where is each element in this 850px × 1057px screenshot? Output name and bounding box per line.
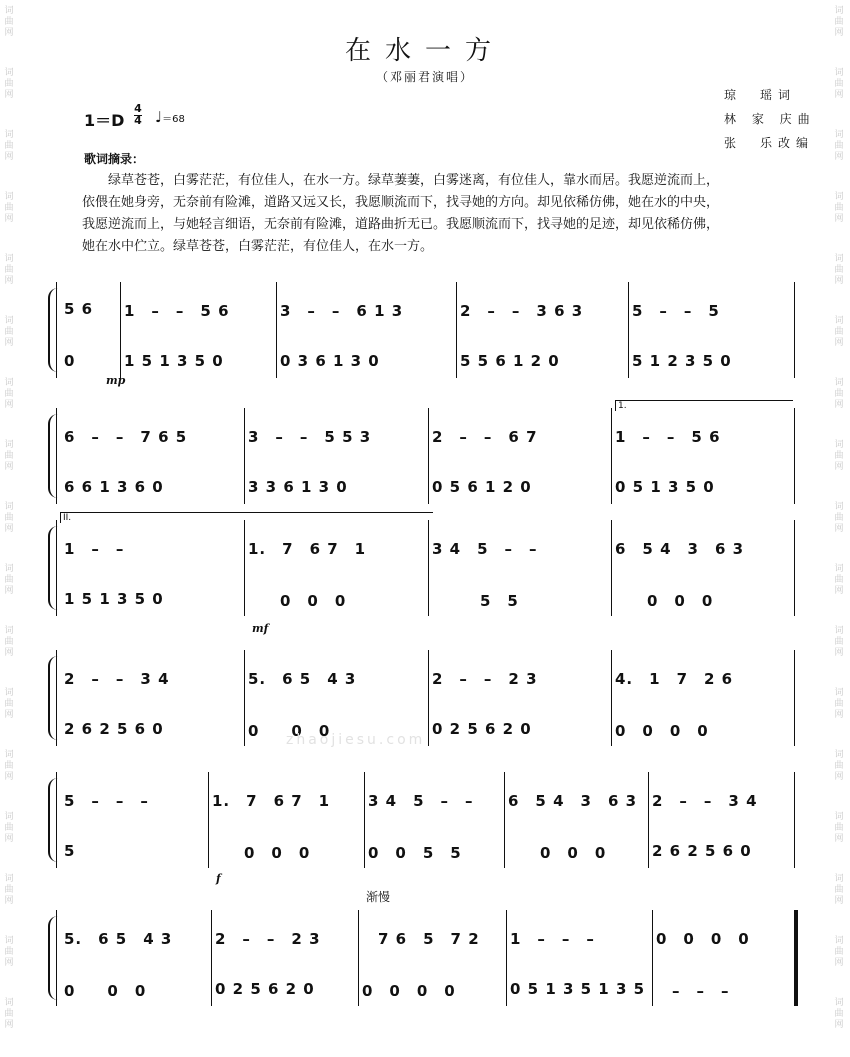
- watermark-mark: [2, 812, 16, 845]
- watermark-mark: [832, 502, 846, 535]
- watermark-glyph: 网: [4, 896, 14, 906]
- treble-notes: 1 – – 5 6: [615, 428, 721, 446]
- volta-bracket: II.: [60, 512, 433, 523]
- bass-notes: 5 5: [432, 592, 519, 610]
- barline: [794, 772, 795, 868]
- watermark-mark: [832, 626, 846, 659]
- watermark-glyph: 曲: [4, 265, 14, 275]
- watermark-glyph: 词: [834, 440, 844, 450]
- treble-notes: 5. 6 5 4 3: [248, 670, 357, 688]
- bass-notes: 2 6 2 5 6 0: [652, 842, 752, 860]
- bass-notes: 2 6 2 5 6 0: [64, 720, 164, 738]
- watermark-glyph: 网: [4, 338, 14, 348]
- bass-notes: 0: [64, 352, 76, 370]
- watermark-glyph: 词: [834, 316, 844, 326]
- watermark-glyph: 网: [834, 400, 844, 410]
- watermark-glyph: 词: [4, 688, 14, 698]
- watermark-glyph: 网: [4, 586, 14, 596]
- barline: [358, 910, 359, 1006]
- bass-notes: 0 0 0: [212, 844, 311, 862]
- watermark-glyph: 网: [4, 834, 14, 844]
- watermark-mark: [2, 192, 16, 225]
- watermark-glyph: 网: [4, 462, 14, 472]
- barline: [244, 650, 245, 746]
- watermark-glyph: 网: [834, 586, 844, 596]
- watermark-glyph: 词: [4, 564, 14, 574]
- treble-notes: 1. 7 6 7 1: [212, 792, 331, 810]
- watermark-glyph: 词: [834, 68, 844, 78]
- measure: [212, 772, 360, 868]
- watermark-glyph: 词: [4, 812, 14, 822]
- watermark-glyph: 网: [834, 772, 844, 782]
- measure: [215, 910, 354, 1006]
- measure: [64, 910, 207, 1006]
- watermark-glyph: 词: [4, 316, 14, 326]
- measure: [368, 772, 500, 868]
- bass-notes: 0 0 0: [64, 982, 147, 1000]
- watermark-glyph: 词: [834, 502, 844, 512]
- treble-notes: 7 6 5 7 2: [362, 930, 480, 948]
- watermark-glyph: 网: [4, 710, 14, 720]
- watermark-mark: [2, 502, 16, 535]
- watermark-glyph: 词: [834, 6, 844, 16]
- lyric-line: 她在水中伫立。绿草苍苍，白雾茫茫，有位佳人，在水一方。: [82, 239, 434, 254]
- bass-notes: 6 6 1 3 6 0: [64, 478, 164, 496]
- watermark-glyph: 曲: [4, 761, 14, 771]
- score-system: [50, 910, 800, 1006]
- watermark-glyph: 网: [4, 214, 14, 224]
- bass-notes: 5: [64, 842, 76, 860]
- watermark-glyph: 曲: [834, 947, 844, 957]
- watermark-glyph: 网: [834, 524, 844, 534]
- watermark-glyph: 网: [4, 152, 14, 162]
- bass-notes: 0 5 1 3 5 0: [615, 478, 715, 496]
- bass-notes: 0 0 0: [248, 722, 331, 740]
- watermark-glyph: 曲: [834, 141, 844, 151]
- barline: [428, 520, 429, 616]
- lyric-line: 依偎在她身旁，无奈前有险滩，道路又远又长，我愿顺流而下，找寻她的方向。却见依稀仿佛，她在水的中央，: [82, 195, 720, 210]
- treble-notes: 6 – – 7 6 5: [64, 428, 188, 446]
- watermark-glyph: 词: [4, 192, 14, 202]
- dynamic-marking: mp: [106, 374, 126, 387]
- measure: [64, 408, 240, 504]
- watermark-glyph: 曲: [834, 389, 844, 399]
- measure: [615, 650, 790, 746]
- score-system: [50, 401, 800, 504]
- watermark-glyph: 曲: [4, 1009, 14, 1019]
- barline: [456, 282, 457, 378]
- watermark-glyph: 网: [834, 338, 844, 348]
- measure: [64, 282, 116, 378]
- measure: [615, 520, 790, 616]
- barline: [611, 408, 612, 504]
- watermark-glyph: 词: [834, 192, 844, 202]
- watermark-glyph: 词: [834, 750, 844, 760]
- treble-notes: 6 5 4 3 6 3: [615, 540, 745, 558]
- dynamic-marking: f: [216, 872, 221, 885]
- measure: [460, 282, 624, 378]
- barline: [211, 910, 212, 1006]
- treble-notes: 5 6: [64, 300, 94, 318]
- watermark-mark: [2, 440, 16, 473]
- watermark-glyph: 词: [834, 998, 844, 1008]
- watermark-mark: [2, 936, 16, 969]
- watermark-glyph: 曲: [4, 823, 14, 833]
- treble-notes: 2 – – 3 4: [64, 670, 170, 688]
- lyric-line: 我愿逆流而上，与她轻言细语，无奈前有险滩，道路曲折无已。我愿顺流而下，找寻她的足迹，却见依稀仿佛，: [82, 217, 720, 232]
- watermark-mark: [832, 936, 846, 969]
- watermark-glyph: 曲: [4, 947, 14, 957]
- bass-notes: 0 0 0: [248, 592, 347, 610]
- barline: [611, 650, 612, 746]
- barline: [364, 772, 365, 868]
- watermark-mark: [2, 750, 16, 783]
- system-line: [56, 520, 57, 616]
- watermark-glyph: 网: [4, 958, 14, 968]
- watermark-glyph: 词: [4, 68, 14, 78]
- watermark-mark: [832, 378, 846, 411]
- bass-notes: 0 0 0: [508, 844, 607, 862]
- watermark-glyph: 曲: [4, 699, 14, 709]
- watermark-glyph: 曲: [4, 575, 14, 585]
- barline: [244, 408, 245, 504]
- watermark-glyph: 曲: [4, 327, 14, 337]
- watermark-glyph: 词: [4, 998, 14, 1008]
- treble-notes: 5 – – 5: [632, 302, 720, 320]
- barline: [652, 910, 653, 1006]
- barline: [428, 408, 429, 504]
- watermark-glyph: 词: [834, 130, 844, 140]
- watermark-glyph: 网: [834, 834, 844, 844]
- lyrics-block: [82, 170, 804, 258]
- watermark-glyph: 词: [4, 626, 14, 636]
- ritardando-marking: 渐慢: [366, 890, 391, 904]
- barline: [506, 910, 507, 1006]
- watermark-glyph: 曲: [4, 389, 14, 399]
- measure: [432, 408, 607, 504]
- watermark-glyph: 曲: [834, 327, 844, 337]
- watermark-mark: [832, 130, 846, 163]
- watermark-glyph: 词: [4, 750, 14, 760]
- system-line: [56, 282, 57, 378]
- watermark-glyph: 词: [4, 130, 14, 140]
- left-watermark-column: [2, 0, 16, 1057]
- watermark-mark: [832, 688, 846, 721]
- bass-notes: 1 5 1 3 5 0: [64, 590, 164, 608]
- score-system: [50, 772, 800, 885]
- watermark-glyph: 网: [834, 896, 844, 906]
- right-watermark-column: [832, 0, 846, 1057]
- watermark-glyph: 网: [834, 710, 844, 720]
- watermark-glyph: 网: [834, 28, 844, 38]
- watermark-mark: [832, 564, 846, 597]
- barline: [208, 772, 209, 868]
- watermark-glyph: 网: [834, 958, 844, 968]
- watermark-mark: [2, 316, 16, 349]
- score-system: [50, 282, 800, 387]
- barline: [794, 408, 795, 504]
- treble-notes: 4. 1 7 2 6: [615, 670, 734, 688]
- song-subtitle: （邓丽君演唱）: [375, 70, 474, 84]
- measure: [64, 650, 240, 746]
- watermark-mark: [2, 130, 16, 163]
- bass-notes: 3 3 6 1 3 0: [248, 478, 348, 496]
- watermark-glyph: 词: [4, 254, 14, 264]
- barline: [276, 282, 277, 378]
- watermark-mark: [2, 874, 16, 907]
- treble-notes: 3 – – 6 1 3: [280, 302, 404, 320]
- watermark-glyph: 曲: [834, 451, 844, 461]
- watermark-glyph: 曲: [834, 1009, 844, 1019]
- watermark-glyph: 词: [4, 874, 14, 884]
- watermark-mark: [2, 564, 16, 597]
- watermark-glyph: 曲: [834, 265, 844, 275]
- watermark-glyph: 词: [4, 936, 14, 946]
- watermark-glyph: 曲: [4, 203, 14, 213]
- lyricist-credit: 琼 瑶词: [724, 88, 797, 102]
- bass-notes: 0 5 6 1 2 0: [432, 478, 532, 496]
- watermark-glyph: 网: [4, 276, 14, 286]
- barline: [794, 910, 798, 1006]
- watermark-glyph: 网: [4, 28, 14, 38]
- site-watermark: zhaojiesu.com: [286, 732, 426, 748]
- watermark-glyph: 网: [4, 648, 14, 658]
- treble-notes: 1 – – –: [510, 930, 595, 948]
- watermark-glyph: 网: [4, 772, 14, 782]
- measure: [432, 650, 607, 746]
- watermark-glyph: 曲: [4, 451, 14, 461]
- watermark-glyph: 词: [834, 812, 844, 822]
- bass-notes: 1 5 1 3 5 0: [124, 352, 224, 370]
- watermark-glyph: 网: [4, 524, 14, 534]
- treble-notes: 2 – – 2 3: [215, 930, 321, 948]
- watermark-glyph: 词: [834, 254, 844, 264]
- watermark-glyph: 曲: [834, 203, 844, 213]
- treble-notes: 3 – – 5 5 3: [248, 428, 372, 446]
- dynamic-marking: mf: [252, 622, 269, 635]
- measure: [510, 910, 648, 1006]
- watermark-glyph: 曲: [834, 513, 844, 523]
- system-line: [56, 408, 57, 504]
- bass-notes: 0 2 5 6 2 0: [432, 720, 532, 738]
- watermark-glyph: 词: [834, 688, 844, 698]
- bass-notes: 5 1 2 3 5 0: [632, 352, 732, 370]
- treble-notes: 3 4 5 – –: [368, 792, 474, 810]
- bass-notes: 0 2 5 6 2 0: [215, 980, 315, 998]
- measure: [64, 520, 240, 616]
- watermark-glyph: 词: [4, 502, 14, 512]
- watermark-mark: [832, 812, 846, 845]
- lyric-line: 绿草苍苍，白雾茫茫，有位佳人，在水一方。绿草萋萋，白雾迷离，有位佳人，靠水而居。我愿逆流而上，: [108, 173, 720, 188]
- watermark-glyph: 曲: [834, 761, 844, 771]
- watermark-glyph: 词: [4, 6, 14, 16]
- quarter-note-icon: ♩: [155, 108, 163, 126]
- watermark-glyph: 词: [834, 874, 844, 884]
- measure: [124, 282, 272, 378]
- meter-bottom: 4: [134, 114, 142, 127]
- bass-notes: 0 3 6 1 3 0: [280, 352, 380, 370]
- measure: [280, 282, 452, 378]
- treble-notes: 1 – –: [64, 540, 125, 558]
- watermark-glyph: 曲: [834, 885, 844, 895]
- watermark-mark: [832, 998, 846, 1031]
- watermark-mark: [832, 440, 846, 473]
- treble-notes: 2 – – 3 6 3: [460, 302, 584, 320]
- system-line: [56, 650, 57, 746]
- song-title: 在水一方: [344, 36, 505, 66]
- bass-notes: 0 0 0 0: [615, 722, 709, 740]
- watermark-glyph: 曲: [834, 823, 844, 833]
- watermark-glyph: 网: [834, 214, 844, 224]
- tempo-value: ＝68: [162, 114, 185, 125]
- watermark-glyph: 曲: [834, 575, 844, 585]
- watermark-glyph: 曲: [4, 637, 14, 647]
- watermark-glyph: 网: [834, 1020, 844, 1030]
- treble-notes: 3 4 5 – –: [432, 540, 538, 558]
- time-signature: [134, 104, 142, 126]
- barline: [794, 282, 795, 378]
- watermark-glyph: 网: [834, 90, 844, 100]
- treble-notes: 2 – – 6 7: [432, 428, 538, 446]
- arranger-credit: 张 乐改编: [724, 136, 815, 150]
- bass-notes: – – –: [656, 982, 730, 1000]
- watermark-glyph: 网: [834, 648, 844, 658]
- watermark-mark: [2, 254, 16, 287]
- barline: [794, 520, 795, 616]
- bass-notes: 0 0 0 0: [362, 982, 456, 1000]
- measure: [248, 408, 424, 504]
- measure: [615, 408, 790, 504]
- watermark-mark: [2, 998, 16, 1031]
- meter-top: 4: [134, 102, 142, 115]
- barline: [428, 650, 429, 746]
- measure: [632, 282, 790, 378]
- treble-notes: 0 0 0 0: [656, 930, 750, 948]
- watermark-mark: [2, 378, 16, 411]
- barline: [504, 772, 505, 868]
- watermark-mark: [832, 750, 846, 783]
- watermark-glyph: 词: [4, 378, 14, 388]
- watermark-mark: [2, 626, 16, 659]
- watermark-glyph: 曲: [4, 141, 14, 151]
- watermark-mark: [832, 316, 846, 349]
- watermark-glyph: 网: [4, 90, 14, 100]
- measure: [64, 772, 204, 868]
- watermark-glyph: 曲: [4, 17, 14, 27]
- bass-notes: 0 0 5 5: [368, 844, 462, 862]
- score-system: [50, 513, 800, 635]
- treble-notes: 5. 6 5 4 3: [64, 930, 173, 948]
- watermark-glyph: 网: [4, 1020, 14, 1030]
- composer-credit: 林 家 庆曲: [724, 112, 816, 126]
- barline: [611, 520, 612, 616]
- treble-notes: 5 – – –: [64, 792, 149, 810]
- watermark-glyph: 曲: [4, 513, 14, 523]
- watermark-glyph: 词: [4, 440, 14, 450]
- watermark-mark: [2, 688, 16, 721]
- system-line: [56, 910, 57, 1006]
- barline: [648, 772, 649, 868]
- tempo-marking: [155, 108, 185, 126]
- bass-notes: 0 0 0: [615, 592, 714, 610]
- treble-notes: 1 – – 5 6: [124, 302, 230, 320]
- measure: [652, 772, 790, 868]
- lyrics-heading: 歌词摘录：: [84, 152, 145, 166]
- watermark-glyph: 曲: [4, 79, 14, 89]
- watermark-mark: [832, 254, 846, 287]
- watermark-glyph: 网: [834, 152, 844, 162]
- watermark-glyph: 曲: [834, 79, 844, 89]
- treble-notes: 2 – – 3 4: [652, 792, 758, 810]
- measure: [432, 520, 607, 616]
- barline: [794, 650, 795, 746]
- barline: [244, 520, 245, 616]
- watermark-glyph: 曲: [4, 885, 14, 895]
- watermark-mark: [832, 192, 846, 225]
- watermark-glyph: 网: [834, 276, 844, 286]
- volta-bracket: 1.: [615, 400, 793, 411]
- key-signature: 1＝D: [84, 111, 125, 130]
- bass-notes: 0 5 1 3 5 1 3 5: [510, 980, 646, 998]
- measure: [508, 772, 644, 868]
- watermark-glyph: 网: [834, 462, 844, 472]
- watermark-glyph: 词: [834, 626, 844, 636]
- watermark-glyph: 网: [4, 400, 14, 410]
- watermark-glyph: 曲: [834, 699, 844, 709]
- watermark-glyph: 词: [834, 564, 844, 574]
- bass-notes: 5 5 6 1 2 0: [460, 352, 560, 370]
- measure: [362, 910, 502, 1006]
- watermark-glyph: 词: [834, 936, 844, 946]
- barline: [120, 282, 121, 378]
- measure: [248, 520, 424, 616]
- measure: [656, 910, 790, 1006]
- watermark-glyph: 曲: [834, 637, 844, 647]
- system-line: [56, 772, 57, 868]
- watermark-glyph: 词: [834, 378, 844, 388]
- treble-notes: 6 5 4 3 6 3: [508, 792, 638, 810]
- barline: [628, 282, 629, 378]
- watermark-mark: [832, 874, 846, 907]
- watermark-glyph: 曲: [834, 17, 844, 27]
- treble-notes: 1. 7 6 7 1: [248, 540, 367, 558]
- treble-notes: 2 – – 2 3: [432, 670, 538, 688]
